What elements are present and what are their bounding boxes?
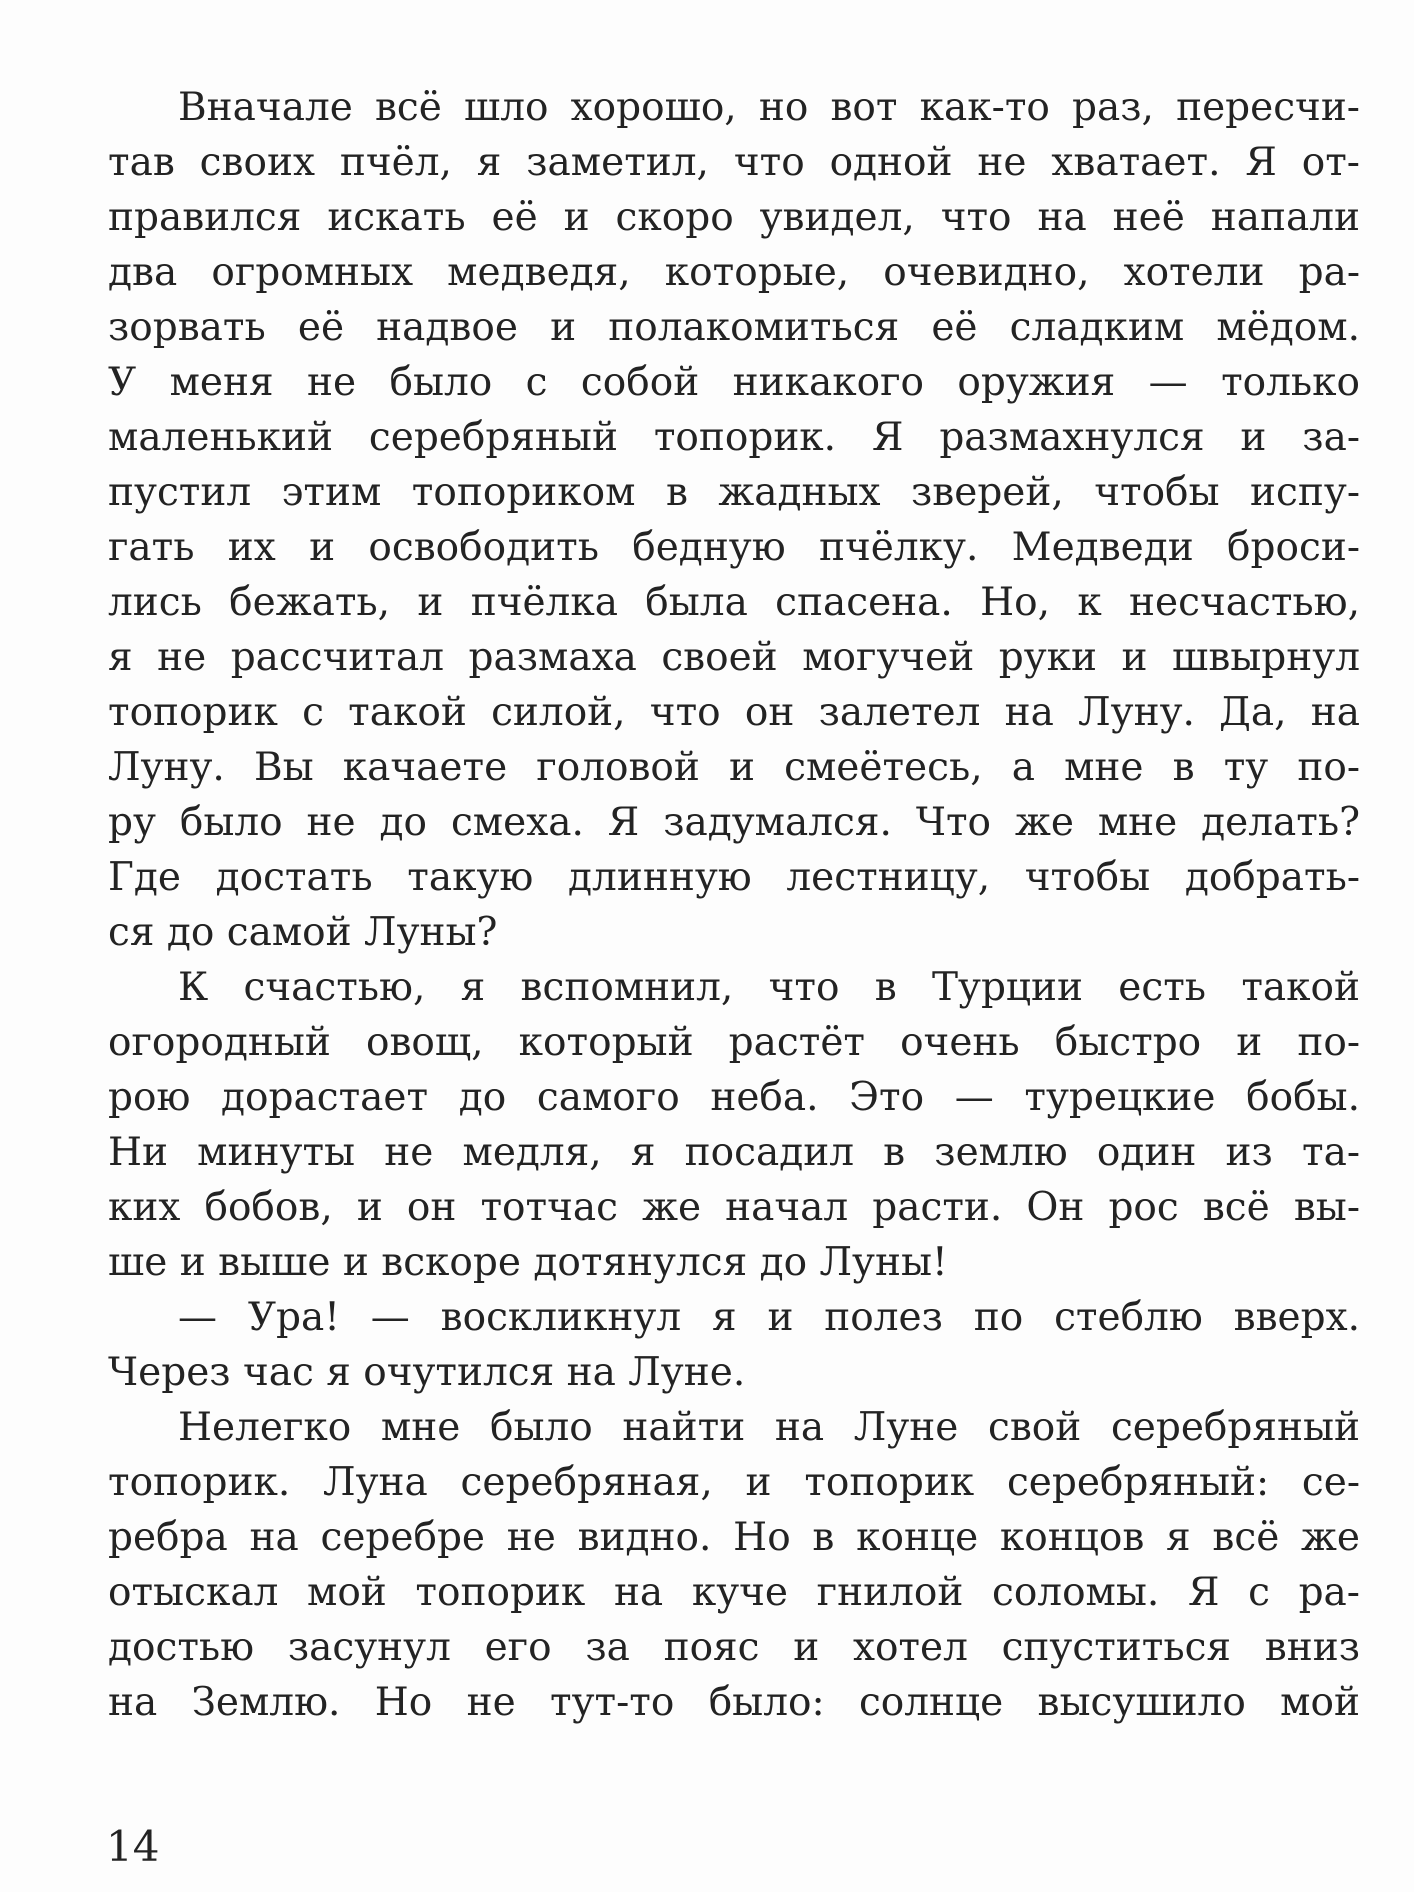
text-line: маленький серебряный топорик. Я размахнулся и за- <box>108 415 1360 460</box>
text-line: зорвать её надвое и полакомиться её сладким мёдом. <box>108 305 1360 350</box>
text-line: Через час я очутился на Луне. <box>108 1350 746 1395</box>
text-line: К счастью, я вспомнил, что в Турции есть такой <box>178 965 1360 1010</box>
text-line: рою дорастает до самого неба. Это — турецкие бобы. <box>108 1075 1360 1120</box>
text-line: два огромных медведя, которые, очевидно, хотели ра- <box>108 250 1360 295</box>
text-line: ких бобов, и он тотчас же начал расти. Он рос всё вы- <box>108 1185 1360 1230</box>
page-number: 14 <box>106 1822 160 1871</box>
text-line: Нелегко мне было найти на Луне свой серебряный <box>178 1405 1360 1450</box>
text-line: топорик. Луна серебряная, и топорик серебряный: се- <box>108 1460 1360 1505</box>
text-line: достью засунул его за пояс и хотел спуститься вниз <box>108 1625 1360 1670</box>
text-line: ше и выше и вскоре дотянулся до Луны! <box>108 1240 948 1285</box>
text-line: Луну. Вы качаете головой и смеётесь, а мне в ту по- <box>108 745 1360 790</box>
text-line: тав своих пчёл, я заметил, что одной не хватает. Я от- <box>108 140 1360 185</box>
text-line: гать их и освободить бедную пчёлку. Медведи броси- <box>108 525 1360 570</box>
page-text <box>108 80 1360 1730</box>
text-line: пустил этим топориком в жадных зверей, чтобы испу- <box>108 470 1360 515</box>
text-line: отыскал мой топорик на куче гнилой соломы. Я с ра- <box>108 1570 1360 1615</box>
text-line: ру было не до смеха. Я задумался. Что же мне делать? <box>108 800 1360 845</box>
text-line: я не рассчитал размаха своей могучей руки и швырнул <box>108 635 1360 680</box>
text-line: огородный овощ, который растёт очень быстро и по- <box>108 1020 1360 1065</box>
text-line: ребра на серебре не видно. Но в конце концов я всё же <box>108 1515 1360 1560</box>
text-line: ся до самой Луны? <box>108 910 498 955</box>
text-line: Ни минуты не медля, я посадил в землю один из та- <box>108 1130 1360 1175</box>
text-line: лись бежать, и пчёлка была спасена. Но, к несчастью, <box>108 580 1360 625</box>
text-line: топорик с такой силой, что он залетел на Луну. Да, на <box>108 690 1360 735</box>
text-line: У меня не было с собой никакого оружия — только <box>108 360 1360 405</box>
text-line: правился искать её и скоро увидел, что на неё напали <box>108 195 1360 240</box>
text-line: Вначале всё шло хорошо, но вот как-то раз, пересчи- <box>178 85 1360 130</box>
text-line: на Землю. Но не тут-то было: солнце высушило мой <box>108 1680 1360 1725</box>
text-line: Где достать такую длинную лестницу, чтобы добрать- <box>108 855 1360 900</box>
text-line: — Ура! — воскликнул я и полез по стеблю вверх. <box>178 1295 1360 1340</box>
